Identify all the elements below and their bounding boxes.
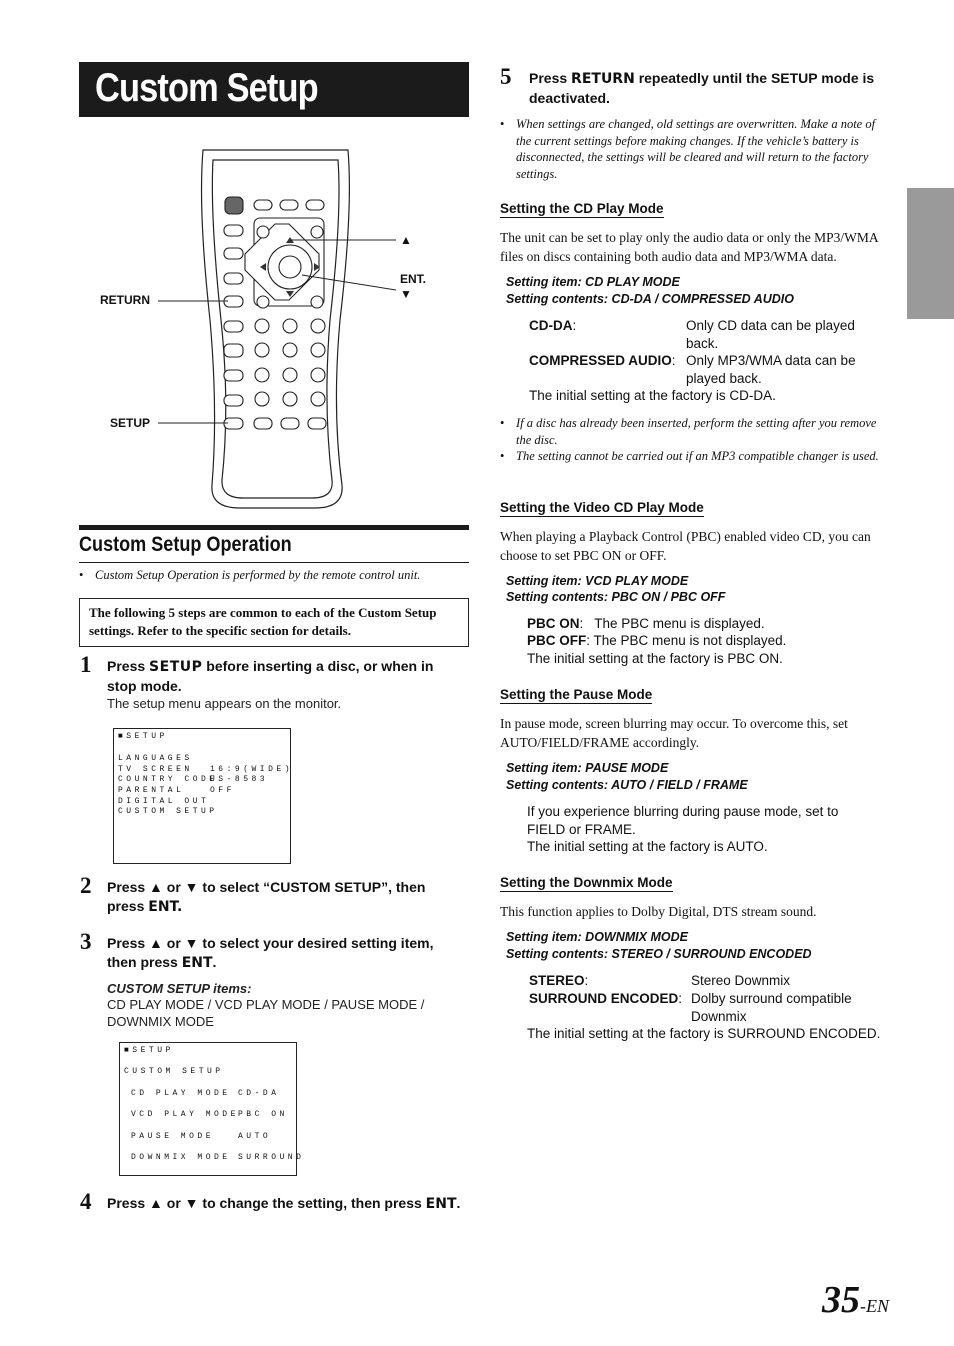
screen-row: PAUSE MODE AUTO bbox=[131, 1132, 272, 1141]
screen-row: CUSTOM SETUP bbox=[118, 807, 218, 816]
key-ent: ENT bbox=[425, 1196, 457, 1212]
screen-header: ■SETUP bbox=[124, 1046, 174, 1055]
step-5-note: • When settings are changed, old settings are overwritten. Make a note of the current settings before making changes. If the vehicle’s battery is disconnected, the settings will be cleared and will return to the factory settings. bbox=[500, 117, 876, 181]
vcd-heading: Setting the Video CD Play Mode bbox=[500, 500, 704, 515]
step-2-text: Press ▲ or ▼ to select “CUSTOM SETUP”, then press ENT. bbox=[107, 879, 426, 915]
key-return: RETURN bbox=[571, 71, 635, 87]
downmix-opt1-label: STEREO: bbox=[529, 973, 589, 988]
downmix-contents: Setting contents: STEREO / SURROUND ENCODED bbox=[506, 947, 812, 961]
step-4-number: 4 bbox=[80, 1189, 92, 1214]
pause-initial: The initial setting at the factory is AUTO. bbox=[527, 839, 768, 854]
step-1-number: 1 bbox=[80, 652, 92, 677]
key-setup: SETUP bbox=[149, 659, 203, 675]
vcd-item: Setting item: VCD PLAY MODE bbox=[506, 574, 689, 588]
pause-heading: Setting the Pause Mode bbox=[500, 687, 653, 702]
screen-title: CUSTOM SETUP bbox=[124, 1067, 224, 1076]
step-4-text: Press ▲ or ▼ to change the setting, then press ENT. bbox=[107, 1195, 461, 1212]
cd-contents: Setting contents: CD-DA / COMPRESSED AUDIO bbox=[506, 292, 794, 306]
section-heading-text: Custom Setup Operation bbox=[79, 533, 292, 556]
cd-body: The unit can be set to play only the audio data or only the MP3/WMA files on discs containing both audio data and MP3/WMA data. bbox=[500, 230, 878, 264]
step-5-text: Press RETURN repeatedly until the SETUP mode is deactivated. bbox=[529, 70, 875, 106]
cd-note-2: • The setting cannot be carried out if an MP3 compatible changer is used. bbox=[500, 449, 879, 463]
callout-setup: SETUP bbox=[110, 416, 151, 430]
page-title: Custom Setup bbox=[95, 66, 318, 110]
callout-up: ▲ bbox=[400, 233, 412, 247]
page-number-suffix: -EN bbox=[860, 1296, 889, 1316]
remote-control-illustration bbox=[100, 140, 440, 515]
screen-row: DOWNMIX MODE SURROUND bbox=[131, 1153, 305, 1162]
items-label: CUSTOM SETUP items: bbox=[107, 981, 252, 996]
page-title-bar bbox=[79, 62, 469, 117]
downmix-initial: The initial setting at the factory is SURROUND ENCODED. bbox=[527, 1026, 881, 1041]
screen-row: VCD PLAY MODE PBC ON bbox=[131, 1110, 288, 1119]
screen-row: COUNTRY CODE US-8583 bbox=[118, 775, 269, 784]
screen-header: ■SETUP bbox=[118, 732, 168, 741]
cd-opt1-desc: Only CD data can be played back. bbox=[686, 318, 855, 351]
setup-menu-screen bbox=[113, 728, 294, 864]
pause-desc: If you experience blurring during pause mode, set to FIELD or FRAME. bbox=[527, 804, 839, 837]
items-list: CD PLAY MODE / VCD PLAY MODE / PAUSE MODE / DOWNMIX MODE bbox=[107, 997, 425, 1029]
cd-note-1: • If a disc has already been inserted, perform the setting after you remove the disc. bbox=[500, 416, 877, 447]
cd-opt2-desc: Only MP3/WMA data can be played back. bbox=[686, 353, 856, 386]
screen-row: LANGUAGES bbox=[118, 754, 193, 763]
step-3-number: 3 bbox=[80, 929, 92, 954]
cd-initial: The initial setting at the factory is CD-DA. bbox=[529, 388, 776, 403]
screen-row: TV SCREEN 16:9(WIDE) bbox=[118, 765, 294, 774]
operation-note: • Custom Setup Operation is performed by the remote control unit. bbox=[79, 568, 421, 582]
pause-item: Setting item: PAUSE MODE bbox=[506, 761, 669, 775]
pause-contents: Setting contents: AUTO / FIELD / FRAME bbox=[506, 778, 748, 792]
pause-body: In pause mode, screen blurring may occur. To overcome this, set AUTO/FIELD/FRAME accordingly. bbox=[500, 716, 848, 750]
callout-return: RETURN bbox=[100, 293, 150, 307]
downmix-item: Setting item: DOWNMIX MODE bbox=[506, 930, 688, 944]
section-tab bbox=[907, 188, 954, 319]
operation-note-text: Custom Setup Operation is performed by the remote control unit. bbox=[95, 568, 421, 582]
cd-opt2-label: COMPRESSED AUDIO: bbox=[529, 353, 676, 368]
downmix-opt2-label: SURROUND ENCODED: bbox=[529, 991, 683, 1006]
section-heading bbox=[79, 525, 469, 563]
info-box-text: The following 5 steps are common to each of the Custom Setup settings. Refer to the specific section for details. bbox=[89, 605, 437, 638]
vcd-initial: The initial setting at the factory is PBC ON. bbox=[527, 651, 783, 666]
step-3-text: Press ▲ or ▼ to select your desired setting item, then press ENT. bbox=[107, 935, 434, 971]
step-1-text: Press SETUP before inserting a disc, or when in stop mode. bbox=[107, 658, 434, 694]
key-ent: ENT bbox=[181, 955, 213, 971]
screen-row: DIGITAL OUT bbox=[118, 797, 210, 806]
callout-ent: ENT. bbox=[400, 272, 427, 286]
info-box bbox=[79, 598, 469, 647]
vcd-opt1: PBC ON: The PBC menu is displayed. bbox=[527, 616, 765, 631]
page-number: 35-EN bbox=[822, 1279, 889, 1321]
cd-opt1-label: CD-DA: bbox=[529, 318, 577, 333]
screen-row: CD PLAY MODE CD-DA bbox=[131, 1089, 280, 1098]
cd-heading: Setting the CD Play Mode bbox=[500, 201, 664, 216]
downmix-body: This function applies to Dolby Digital, DTS stream sound. bbox=[500, 904, 817, 919]
key-ent: ENT. bbox=[148, 899, 183, 915]
vcd-body: When playing a Playback Control (PBC) enabled video CD, you can choose to set PBC ON or OFF. bbox=[500, 529, 871, 563]
callout-down: ▼ bbox=[400, 287, 412, 301]
downmix-opt1-desc: Stereo Downmix bbox=[691, 973, 791, 988]
step-2-number: 2 bbox=[80, 873, 92, 898]
step-5-number: 5 bbox=[500, 64, 512, 89]
vcd-opt2: PBC OFF: The PBC menu is not displayed. bbox=[527, 633, 787, 648]
cd-item: Setting item: CD PLAY MODE bbox=[506, 275, 680, 289]
step-1-sub: The setup menu appears on the monitor. bbox=[107, 696, 342, 711]
vcd-contents: Setting contents: PBC ON / PBC OFF bbox=[506, 590, 726, 604]
screen-row: PARENTAL OFF bbox=[118, 786, 235, 795]
custom-setup-screen bbox=[119, 1042, 305, 1176]
downmix-heading: Setting the Downmix Mode bbox=[500, 875, 673, 890]
downmix-opt2-desc: Dolby surround compatible Downmix bbox=[691, 991, 852, 1024]
